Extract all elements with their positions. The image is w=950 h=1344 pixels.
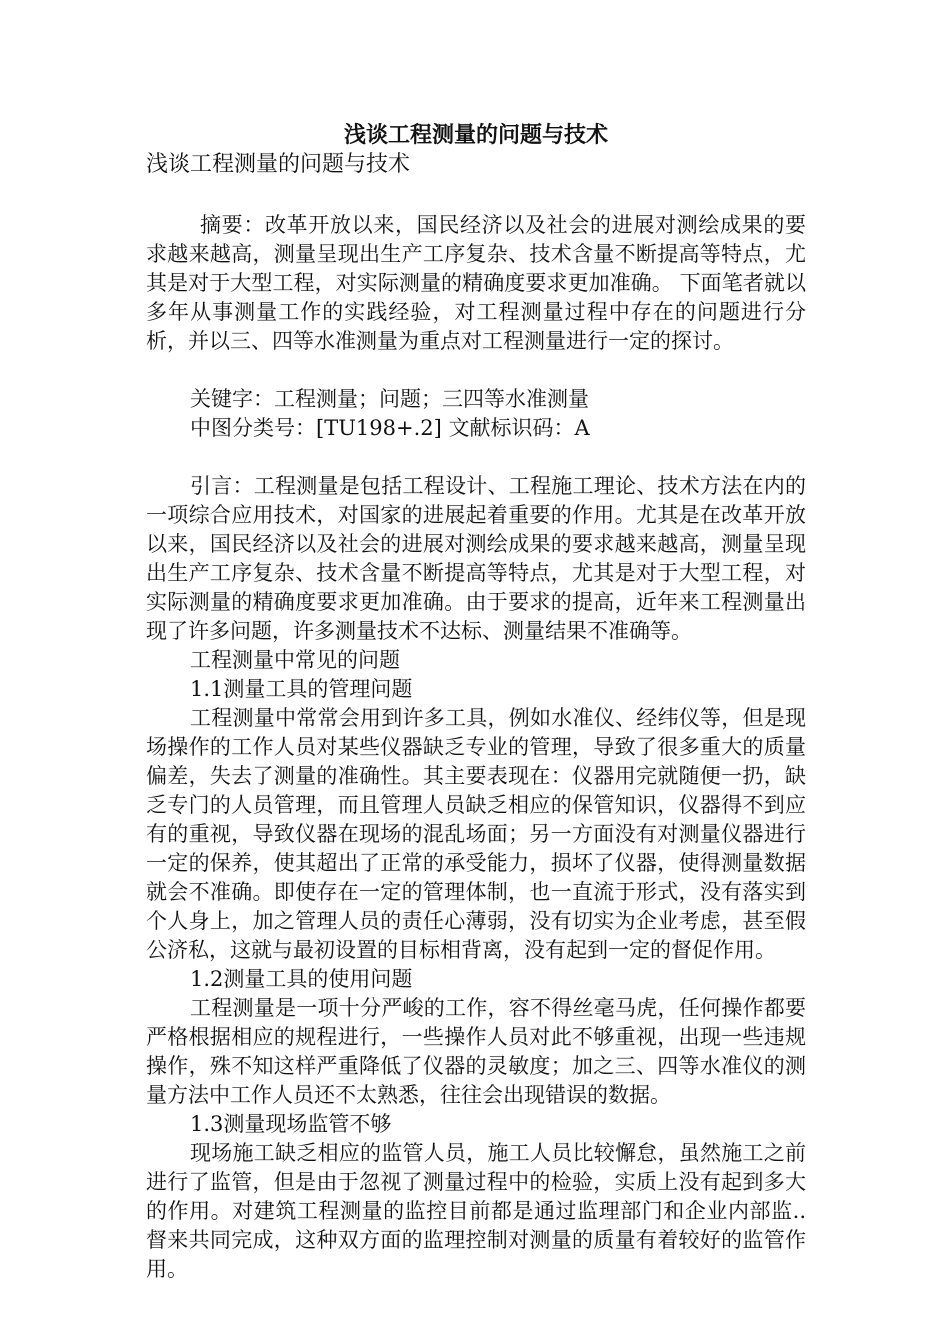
keywords-line: 关键字：工程测量；问题；三四等水准测量 bbox=[190, 387, 589, 411]
section-1-3-body: 现场施工缺乏相应的监管人员，施工人员比较懈怠，虽然施工之前进行了监管，但是由于忽视了测量过程中的检验，实质上没有起到多大的作用。对建筑工程测量的监控目前都是通过监理部门和企业内部监..督来共同完成，这种双方面的监理控制对测量的质量有着较好的监管作用。 bbox=[146, 1141, 806, 1281]
document-title: 浅谈工程测量的问题与技术 bbox=[343, 122, 608, 148]
classification-line: 中图分类号：[TU198+.2] 文献标识码：A bbox=[190, 416, 590, 440]
section-1-2-body: 工程测量是一项十分严峻的工作，容不得丝毫马虎，任何操作都要严格根据相应的规程进行，一些操作人员对此不够重视，出现一些违规操作，殊不知这样严重降低了仪器的灵敏度；加之三、四等水准仪的测量方法中工作人员还不太熟悉，往往会出现错误的数据。 bbox=[146, 996, 806, 1107]
section-1-1-heading: 1.1测量工具的管理问题 bbox=[190, 677, 413, 701]
document-page bbox=[146, 120, 806, 1284]
spacer bbox=[146, 443, 806, 472]
intro-paragraph: 引言：工程测量是包括工程设计、工程施工理论、技术方法在内的一项综合应用技术，对国家的进展起着重要的作用。尤其是在改革开放以来，国民经济以及社会的进展对测绘成果的要求越来越高，测量呈现出生产工序复杂、技术含量不断提高等特点，尤其是对于大型工程，对实际测量的精确度要求更加准确。由于要求的提高，近年来工程测量出现了许多问题，许多测量技术不达标、测量结果不准确等。 bbox=[146, 474, 806, 643]
document-subtitle: 浅谈工程测量的问题与技术 bbox=[146, 152, 411, 177]
spacer bbox=[146, 182, 806, 211]
section-1-2-heading: 1.2测量工具的使用问题 bbox=[190, 967, 413, 991]
spacer bbox=[146, 356, 806, 385]
section-1-3-heading: 1.3测量现场监管不够 bbox=[190, 1112, 392, 1136]
abstract-paragraph: 摘要：改革开放以来，国民经济以及社会的进展对测绘成果的要求越来越高，测量呈现出生产工序复杂、技术含量不断提高等特点，尤其是对于大型工程，对实际测量的精确度要求更加准确。 下面笔者就以多年从事测量工作的实践经验，对工程测量过程中存在的问题进行分析，并以三、四等水准测量为重点对工程测量进行一定的探讨。 bbox=[146, 213, 806, 353]
section-1-1-body: 工程测量中常常会用到许多工具，例如水准仪、经纬仪等，但是现场操作的工作人员对某些仪器缺乏专业的管理，导致了很多重大的质量偏差，失去了测量的准确性。其主要表现在：仪器用完就随便一扔，缺乏专门的人员管理，而且管理人员缺乏相应的保管知识，仪器得不到应有的重视，导致仪器在现场的混乱场面；另一方面没有对测量仪器进行一定的保养，使其超出了正常的承受能力，损坏了仪器，使得测量数据就会不准确。即使存在一定的管理体制，也一直流于形式，没有落实到个人身上，加之管理人员的责任心薄弱，没有切实为企业考虑，甚至假公济私，这就与最初设置的目标相背离，没有起到一定的督促作用。 bbox=[146, 706, 806, 962]
section-1-heading: 工程测量中常见的问题 bbox=[190, 648, 400, 672]
